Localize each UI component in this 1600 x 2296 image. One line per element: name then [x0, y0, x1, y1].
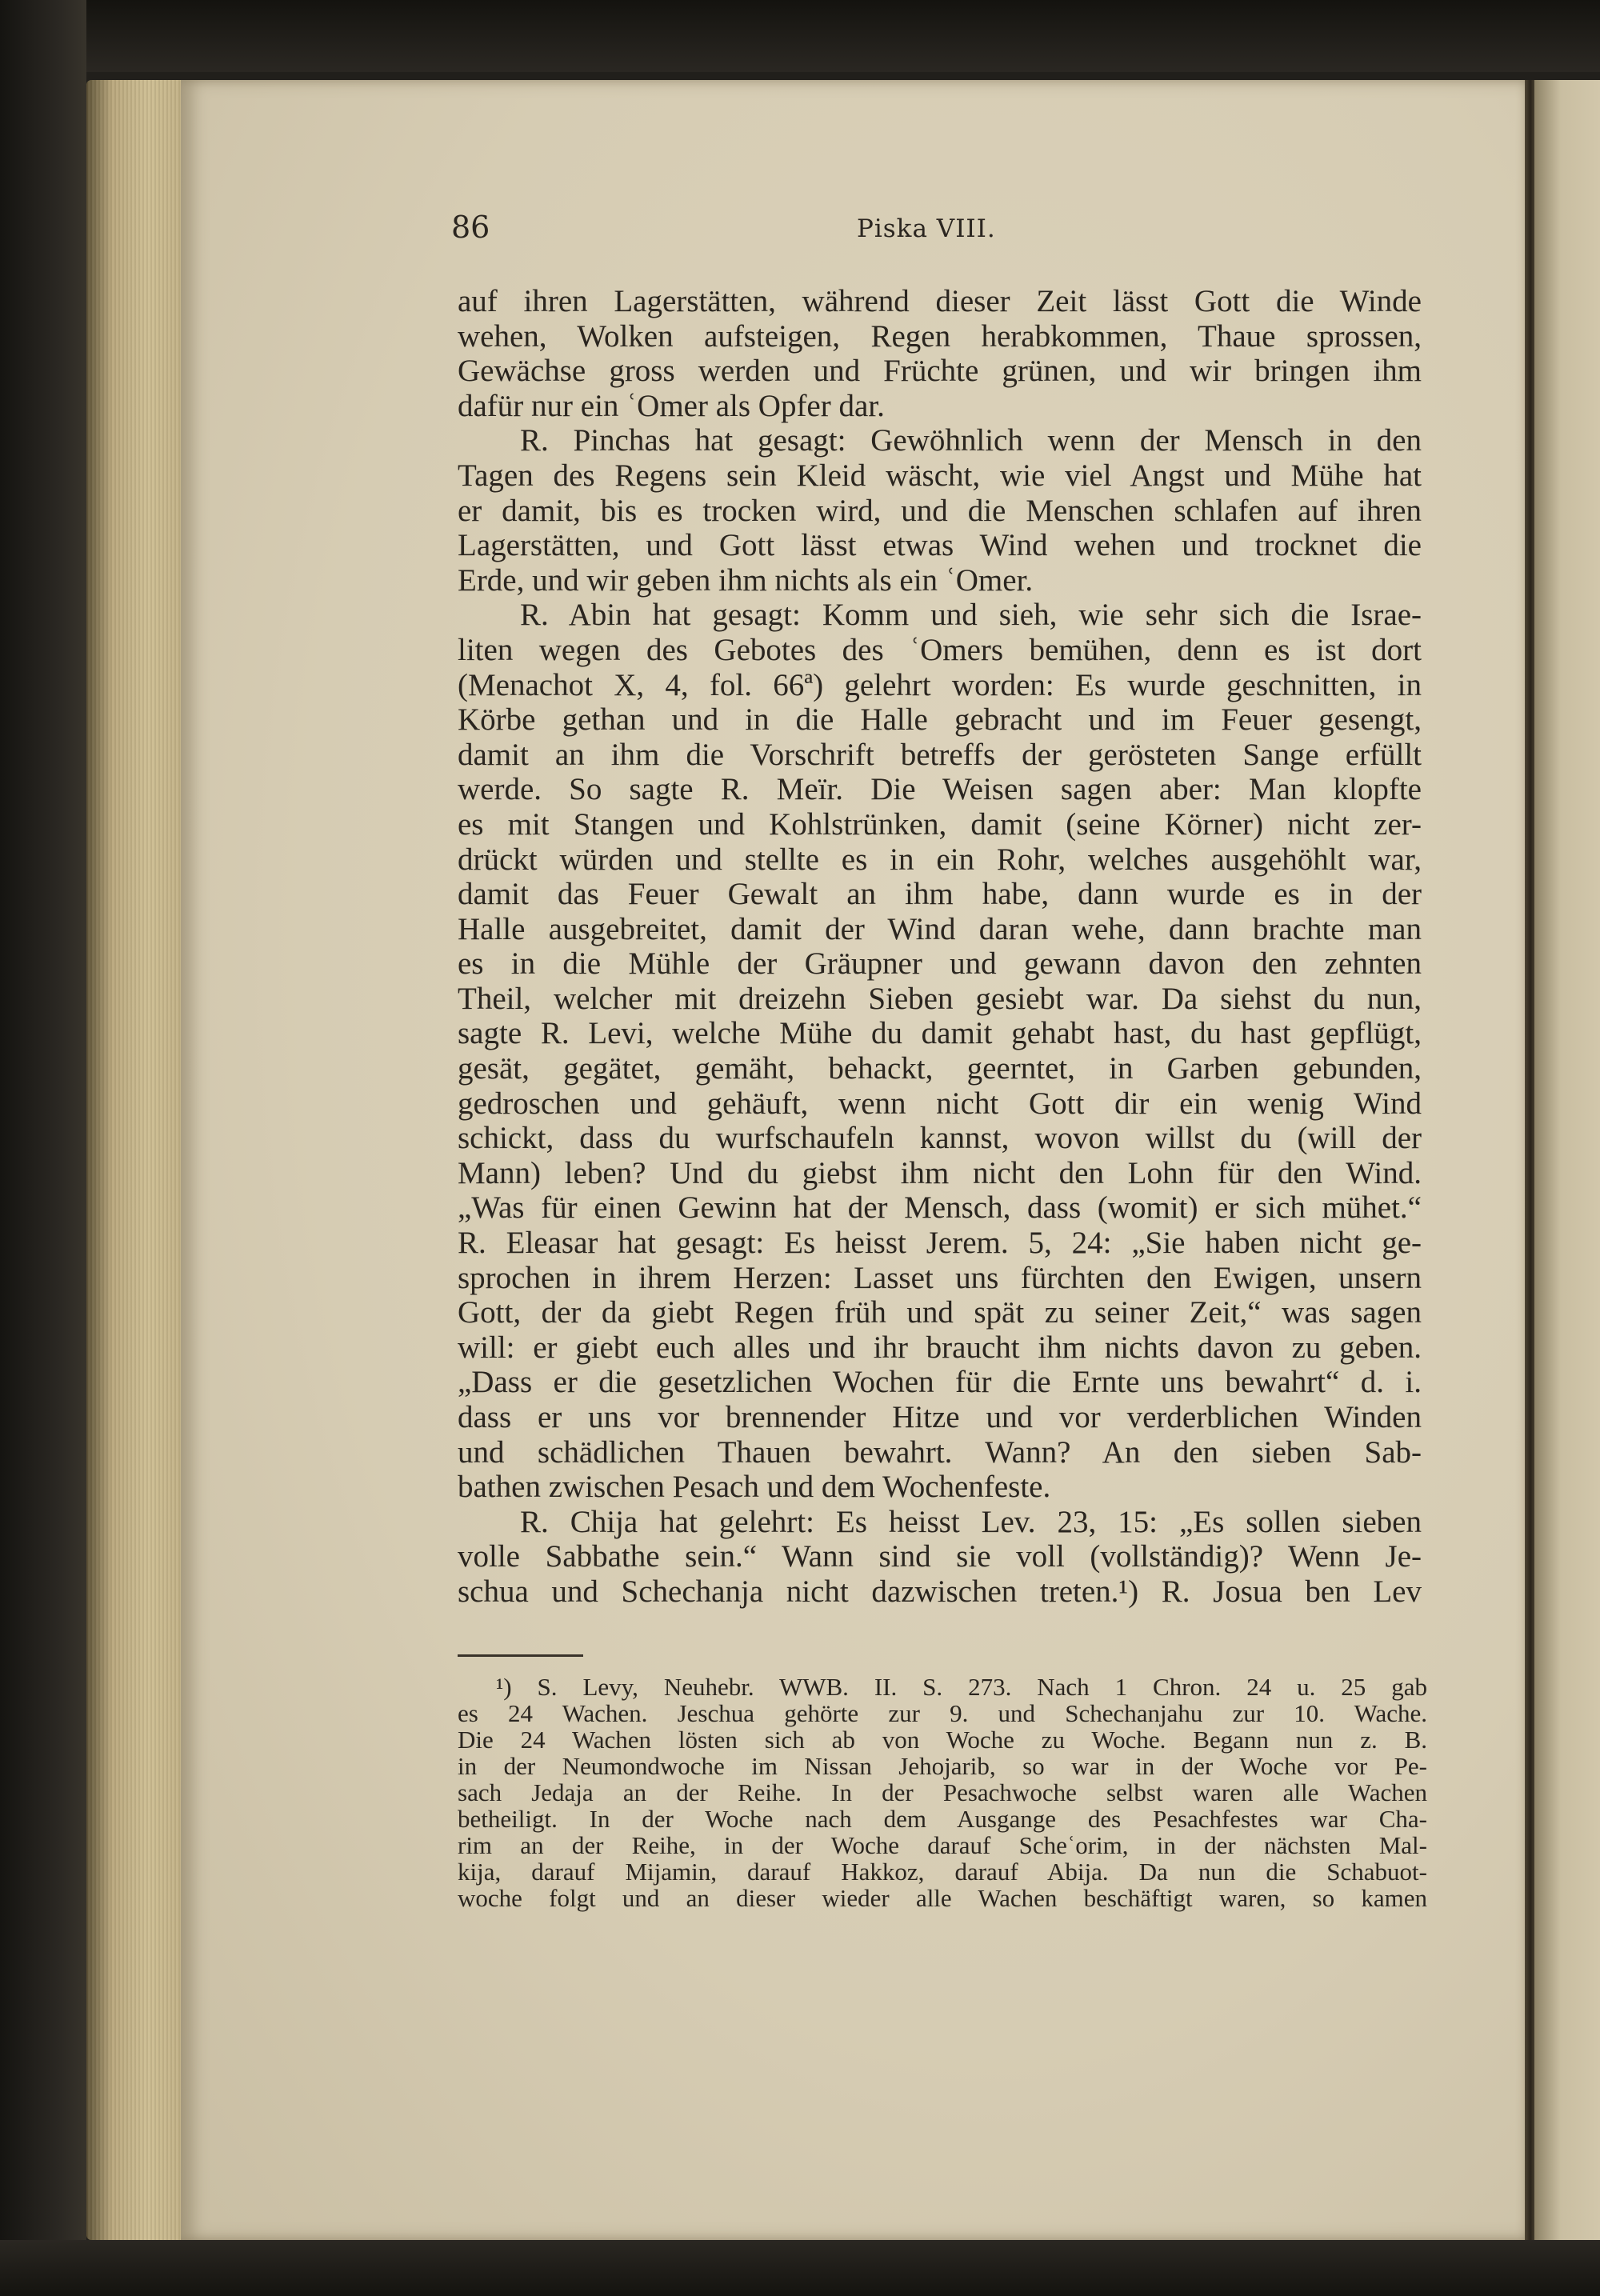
- text-line: werde. So sagte R. Meïr. Die Weisen sagen aber: Man klopfte: [458, 772, 1422, 807]
- footnote-line: woche folgt und an dieser wieder alle Wachen beschäftigt waren, so kamen: [458, 1884, 1427, 1912]
- footnote-line: rim an der Reihe, in der Woche darauf Scheʿorim, in der nächsten Mal-: [458, 1831, 1427, 1859]
- body-text: [458, 284, 1422, 1610]
- text-line: Erde, und wir geben ihm nichts als ein ʿOmer.: [458, 562, 1034, 598]
- text-line: Halle ausgebreitet, damit der Wind daran wehe, dann brachte man: [458, 911, 1422, 946]
- page-number: 86: [451, 210, 490, 245]
- text-line: volle Sabbathe sein.“ Wann sind sie voll (vollständig)? Wenn Je-: [458, 1539, 1422, 1574]
- text-line: gedroschen und gehäuft, wenn nicht Gott dir ein wenig Wind: [458, 1086, 1422, 1121]
- text-line: drückt würden und stellte es in ein Rohr, welches ausgehöhlt war,: [458, 842, 1422, 877]
- book-cover-spine: [0, 0, 86, 2296]
- footnote-line: sach Jedaja an der Reihe. In der Pesachwoche selbst waren alle Wachen: [458, 1778, 1427, 1806]
- text-line: dafür nur ein ʿOmer als Opfer dar.: [458, 388, 885, 423]
- text-line: und schädlichen Thauen bewahrt. Wann? An den sieben Sab-: [458, 1434, 1422, 1470]
- running-head: Piska VIII.: [857, 214, 996, 243]
- text-line: schua und Schechanja nicht dazwischen treten.¹) R. Josua ben Lev: [458, 1574, 1422, 1609]
- text-line: sprochen in ihrem Herzen: Lasset uns fürchten den Ewigen, unsern: [458, 1260, 1422, 1295]
- facing-page-edge: [1534, 80, 1600, 2240]
- text-line: R. Pinchas hat gesagt: Gewöhnlich wenn der Mensch in den: [520, 423, 1422, 458]
- text-line: Gewächse gross werden und Früchte grünen, und wir bringen ihm: [458, 354, 1422, 389]
- text-line: damit an ihm die Vorschrift betreffs der gerösteten Sange erfüllt: [458, 737, 1422, 772]
- text-line: (Menachot X, 4, fol. 66ª) gelehrt worden: Es wurde geschnitten, in: [458, 667, 1422, 702]
- text-line: gesät, gegätet, gemäht, behackt, geerntet, in Garben gebunden,: [458, 1051, 1422, 1086]
- footnote-line: ¹) S. Levy, Neuhebr. WWB. II. S. 273. Nach 1 Chron. 24 u. 25 gab: [496, 1673, 1427, 1701]
- book-cover-bottom: [0, 2240, 1600, 2296]
- text-line: „Dass er die gesetzlichen Wochen für die Ernte uns bewahrt“ d. i.: [458, 1365, 1422, 1400]
- text-line: R. Abin hat gesagt: Komm und sieh, wie sehr sich die Israe-: [520, 598, 1422, 633]
- footnote-rule: [458, 1654, 583, 1657]
- text-line: Gott, der da giebt Regen früh und spät zu seiner Zeit,“ was sagen: [458, 1295, 1422, 1330]
- footnote: [458, 1674, 1427, 1911]
- text-line: will: er giebt euch alles und ihr braucht ihm nichts davon zu geben.: [458, 1330, 1422, 1365]
- text-line: R. Chija hat gelehrt: Es heisst Lev. 23, 15: „Es sollen sieben: [520, 1504, 1422, 1539]
- text-line: Körbe gethan und in die Halle gebracht und im Feuer gesengt,: [458, 702, 1422, 738]
- footnote-line: betheiligt. In der Woche nach dem Ausgange des Pesachfestes war Cha-: [458, 1805, 1427, 1833]
- text-line: dass er uns vor brennender Hitze und vor verderblichen Winden: [458, 1400, 1422, 1434]
- footnote-line: es 24 Wachen. Jeschua gehörte zur 9. und Schechanjahu zur 10. Wache.: [458, 1699, 1427, 1727]
- footnote-line: in der Neumondwoche im Nissan Jehojarib, so war in der Woche vor Pe-: [458, 1752, 1427, 1780]
- text-line: Theil, welcher mit dreizehn Sieben gesiebt war. Da siehst du nun,: [458, 981, 1422, 1016]
- text-line: bathen zwischen Pesach und dem Wochenfeste.: [458, 1470, 1051, 1505]
- text-line: er damit, bis es trocken wird, und die Menschen schlafen auf ihren: [458, 493, 1422, 528]
- text-line: damit das Feuer Gewalt an ihm habe, dann wurde es in der: [458, 877, 1422, 912]
- text-line: es in die Mühle der Gräupner und gewann davon den zehnten: [458, 946, 1422, 982]
- text-line: R. Eleasar hat gesagt: Es heisst Jerem. 5, 24: „Sie haben nicht ge-: [458, 1226, 1422, 1261]
- footnote-line: Die 24 Wachen lösten sich ab von Woche zu Woche. Begann nun z. B.: [458, 1726, 1427, 1754]
- page-edges: [86, 80, 189, 2240]
- book-cover-top: [0, 0, 1600, 72]
- text-line: „Was für einen Gewinn hat der Mensch, dass (womit) er sich mühet.“: [458, 1190, 1422, 1226]
- text-line: sagte R. Levi, welche Mühe du damit gehabt hast, du hast gepflügt,: [458, 1016, 1422, 1051]
- text-line: schickt, dass du wurfschaufeln kannst, wovon willst du (will der: [458, 1121, 1422, 1156]
- text-line: Tagen des Regens sein Kleid wäscht, wie viel Angst und Mühe hat: [458, 458, 1422, 493]
- text-line: Lagerstätten, und Gott lässt etwas Wind wehen und trocknet die: [458, 528, 1422, 563]
- page-header: [451, 210, 1411, 258]
- text-line: auf ihren Lagerstätten, während dieser Zeit lässt Gott die Winde: [458, 284, 1422, 318]
- text-line: liten wegen des Gebotes des ʿOmers bemühen, denn es ist dort: [458, 632, 1422, 667]
- text-line: Mann) leben? Und du giebst ihm nicht den Lohn für den Wind.: [458, 1155, 1422, 1190]
- text-line: es mit Stangen und Kohlstrünken, damit (seine Körner) nicht zer-: [458, 806, 1422, 842]
- footnote-line: kija, darauf Mijamin, darauf Hakkoz, darauf Abija. Da nun die Schabuot-: [458, 1858, 1427, 1886]
- text-line: wehen, Wolken aufsteigen, Regen herabkommen, Thaue sprossen,: [458, 318, 1422, 354]
